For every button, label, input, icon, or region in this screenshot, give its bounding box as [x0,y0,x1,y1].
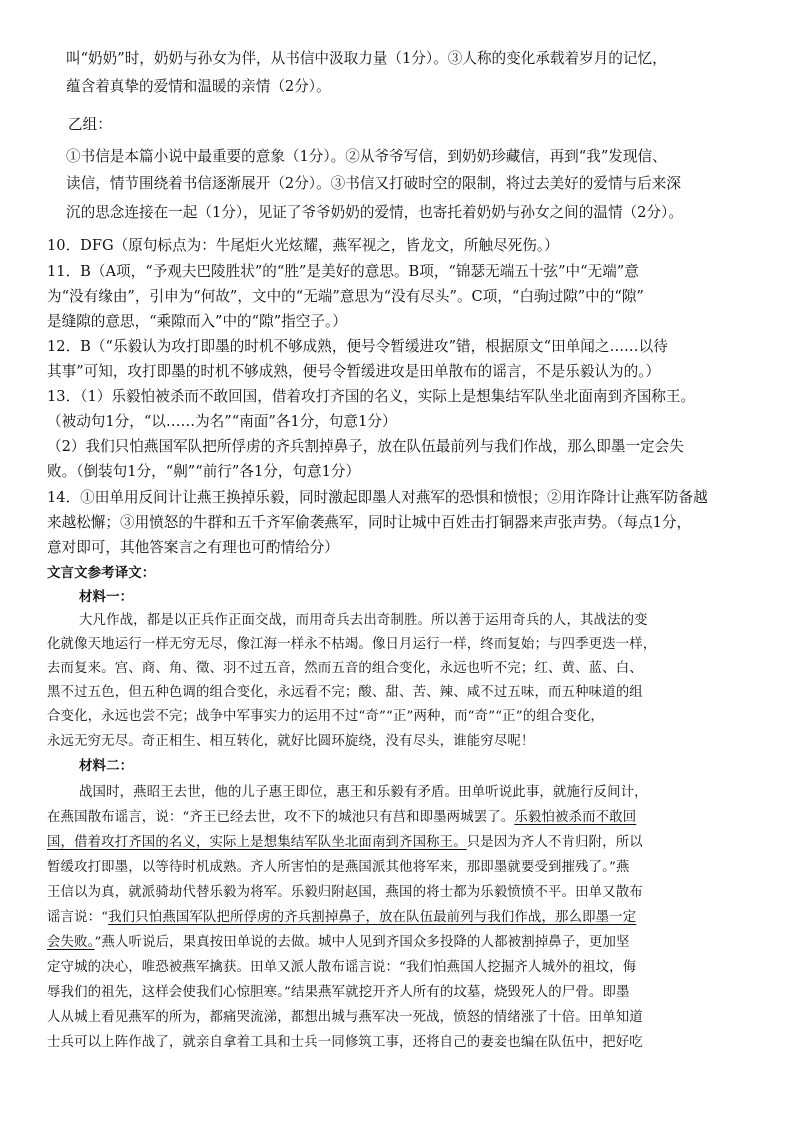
material2-text: 在燕国散布谣言，说：“齐王已经去世，攻不下的城池只有莒和即墨两城罢了。 [47,810,515,825]
material1-line: 黑不过五色，但五种色调的组合变化，永远看不完；酸、甜、苦、辣、咸不过五味，而五种味道的组 [47,685,643,700]
material2-line: 王信以为真，就派骑劫代替乐毅为将军。乐毅归附赵国，燕国的将士都为乐毅愤愤不平。田单又散布 [47,885,643,900]
material1-line: 永远无穷无尽。奇正相生、相互转化，就好比圆环旋绕，没有尽头，谁能穷尽呢！ [47,734,535,749]
underlined-answer-text: 乐毅怕被杀而不敢回 [514,810,637,825]
answer-q11-line: 为“没有缘由”，引申为“何故”，文中的“无端”意思为“没有尽头”。C项，“白驹过隙”中的“隙” [47,288,644,305]
underlined-answer-text: 我们只怕燕国军队把所俘虏的齐兵割掉鼻子，放在队伍最前列与我们作战，那么即墨一定 [108,910,637,925]
answer-q13-line: 败。（倒装句1分，“劓”“前行”各1分，句意1分） [47,463,361,480]
material1-line: 化就像天地运行一样无穷无尽，像江海一样永不枯竭。像日月运行一样，终而复始；与四季更迭一样， [47,637,657,652]
answer-q13-line: （2）我们只怕燕国军队把所俘虏的齐兵割掉鼻子，放在队伍最前列与我们作战，那么即墨一定会失 [47,438,684,455]
answer-q12-line: 其事”可知，攻打即墨的时机不够成熟，便号令暂缓进攻是田单散布的谣言，不是乐毅认为的。） [47,363,661,380]
material2-text: ”燕人听说后，果真按田单说的去做。城中人见到齐国众多投降的人都被割掉鼻子，更加坚 [94,935,630,950]
material2-line [47,836,643,849]
material1-line: 去而复来。宫、商、角、徵、羽不过五音，然而五音的组合变化，永远也听不完；红、黄、蓝、白、 [47,661,643,676]
underlined-answer-text: 国，借着攻打齐国的名义，实际上是想集结军队坐北面南到齐国称王。 [47,835,467,850]
material2-line: 士兵可以上阵作战了，就亲自拿着工具和士兵一同修筑工事，还将自己的妻妾也编在队伍中，把好吃 [47,1035,643,1050]
material2-line: 定守城的决心，唯恐被燕军擒获。田单又派人散布谣言说：“我们怕燕国人挖掘齐人城外的祖坟，侮 [47,960,637,975]
material2-line: 战国时，燕昭王去世，他的儿子惠王即位，惠王和乐毅有矛盾。田单听说此事，就施行反间计， [79,785,648,800]
answer-q13-line: 13．（1）乐毅怕被杀而不敢回国，借着攻打齐国的名义，实际上是想集结军队坐北面南到齐国称王。 [47,388,696,405]
answer-q14-line: 14．①田单用反间计让燕王换掉乐毅，同时激起即墨人对燕军的恐惧和愤恨；②用诈降计让燕军防备越 [47,489,708,506]
group-b-label: 乙组： [68,116,112,133]
answer-line: 蕴含着真挚的爱情和温暖的亲情（2分）。 [66,78,331,95]
material2-line [47,811,636,824]
material2-line [47,911,636,924]
material1-line: 大凡作战，都是以正兵作正面交战，而用奇兵去出奇制胜。所以善于运用奇兵的人，其战法的变 [79,613,648,628]
underlined-answer-text: 会失败。 [47,935,95,950]
material2-line: 辱我们的祖先，这样会使我们心惊胆寒。”结果燕军就挖开齐人所有的坟墓，烧毁死人的尸骨。即墨 [47,985,630,1000]
answer-q10: 10．DFG（原句标点为：牛尾炬火光炫耀，燕军视之，皆龙文，所触尽死伤。） [47,237,559,254]
material1-line: 合变化，永远也尝不完；战争中军事实力的运用不过“奇”“正”两种，而“奇”“正”的组合变化， [47,709,604,724]
translation-heading: 文言文参考译文： [47,565,156,581]
material2-text: 谣言说：“ [47,910,109,925]
answer-q13-line: （被动句1分，“以……为名”“南面”各1分，句意1分） [47,413,397,430]
answer-line: 沉的思念连接在一起（1分），见证了爷爷奶奶的爱情，也寄托着奶奶与孙女之间的温情（2分）。 [66,204,683,221]
answer-q14-line: 来越松懈；③用愤怒的牛群和五千齐军偷袭燕军，同时让城中百姓击打铜器来声张声势。（每点1分， [47,514,692,531]
answer-q11-line: 11．B（A项，“予观夫巴陵胜状”的“胜”是美好的意思。B项，“锦瑟无端五十弦”中“无端”意 [47,263,639,280]
material2-title: 材料二： [79,758,134,774]
material2-text: 只是因为齐人不肯归附，所以 [466,835,643,850]
material2-line: 人从城上看见燕军的所为，都痛哭流涕，都想出城与燕军决一死战，愤怒的情绪涨了十倍。田单知道 [47,1010,643,1025]
material2-line [47,936,630,949]
material1-title: 材料一： [79,589,134,605]
material2-line: 暂缓攻打即墨，以等待时机成熟。齐人所害怕的是燕国派其他将军来，那即墨就要受到摧残了。”燕 [47,860,630,875]
answer-line: 读信，情节围绕着书信逐渐展开（2分）。③书信又打破时空的限制，将过去美好的爱情与后来深 [66,175,681,192]
answer-line: ①书信是本篇小说中最重要的意象（1分）。②从爷爷写信，到奶奶珍藏信，再到“我”发现信、 [66,148,667,165]
answer-q12-line: 12．B（“乐毅认为攻打即墨的时机不够成熟，便号令暂缓进攻”错，根据原文“田单闻之……以待 [47,338,668,355]
answer-line: 叫“奶奶”时，奶奶与孙女为伴，从书信中汲取力量（1分）。③人称的变化承载着岁月的记忆， [66,50,667,67]
answer-q11-line: 是缝隙的意思，“乘隙而入”中的“隙”指空子。） [47,313,347,330]
answer-q14-line: 意对即可，其他答案言之有理也可酌情给分） [47,539,339,556]
